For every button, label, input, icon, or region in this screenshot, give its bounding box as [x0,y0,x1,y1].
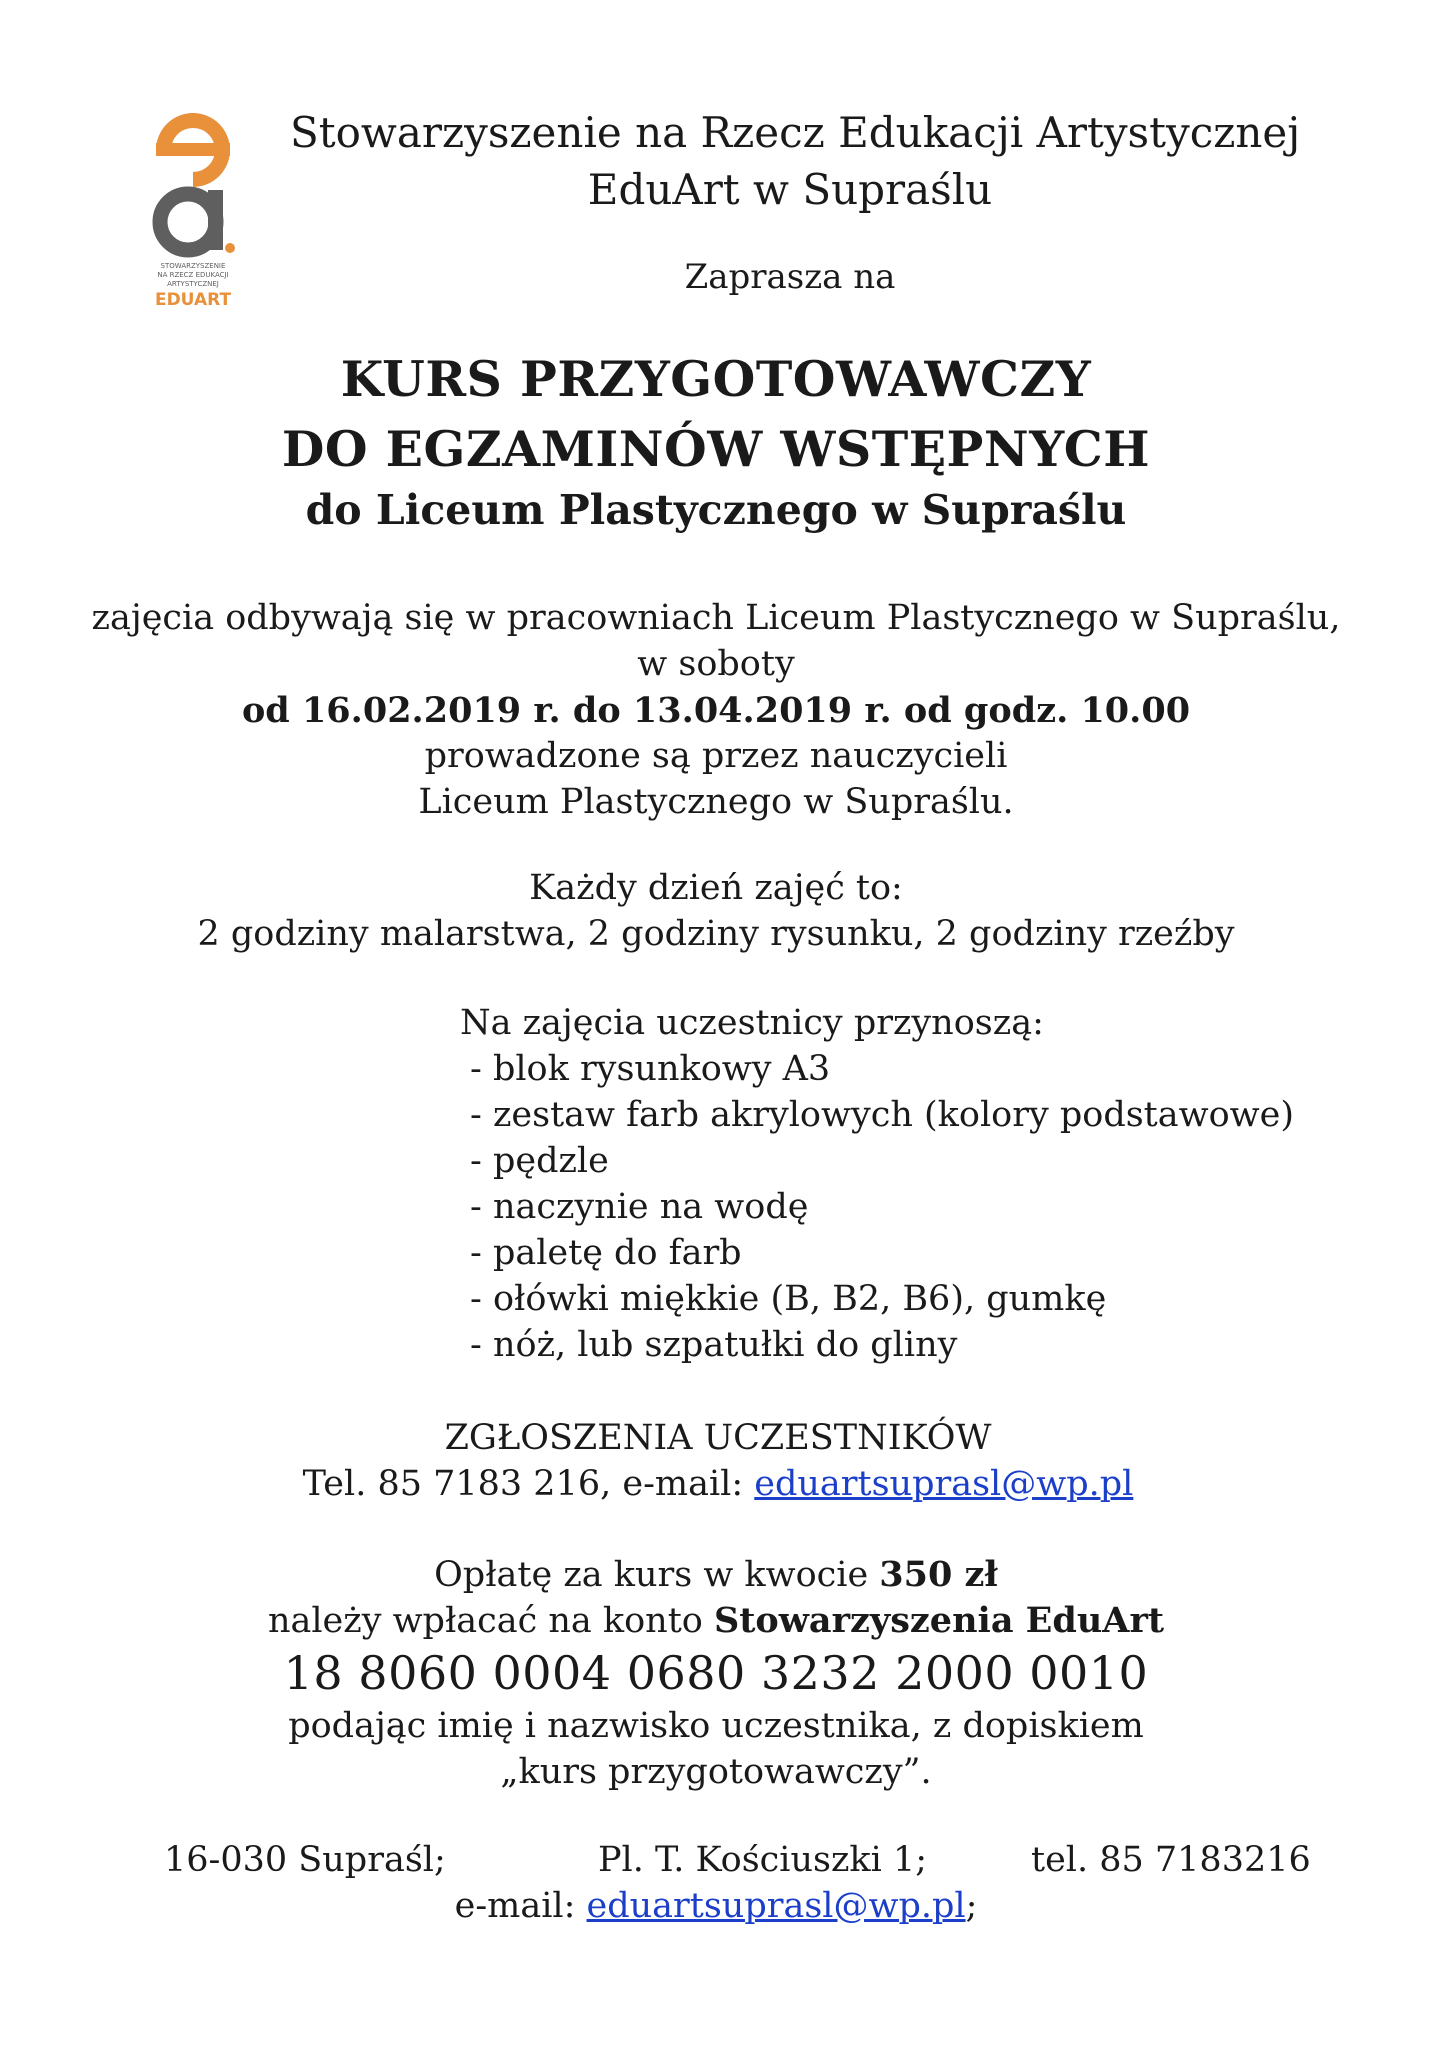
daily-heading: Każdy dzień zajęć to: [529,868,903,908]
supplies-item: - zestaw farb akrylowych (kolory podstawowe) [470,1095,1294,1135]
registration-phone: Tel. 85 7183 216, e-mail: [302,1464,755,1504]
logo-caption-line1: STOWARZYSZENIE [160,262,226,270]
payment-account-number: 18 8060 0004 0680 3232 2000 0010 [283,1646,1149,1700]
supplies-item: - paletę do farb [470,1233,742,1273]
payment-line2-text: należy wpłacać na konto [267,1601,714,1641]
footer-email-link[interactable]: eduartsuprasl@wp.pl [586,1886,966,1926]
footer-email-line [0,1886,1440,1926]
payment-amount: 350 zł [879,1554,998,1595]
registration-email-link[interactable]: eduartsuprasl@wp.pl [754,1464,1134,1504]
schedule-line1: zajęcia odbywają się w pracowniach Liceum Plastycznego w Supraślu, [91,598,1341,638]
supplies-list [460,1003,1294,1371]
supplies-item: - ołówki miękkie (B, B2, B6), gumkę [470,1279,1107,1319]
payment-line2 [0,1600,1440,1641]
course-subtitle: do Liceum Plastycznego w Supraślu [305,486,1127,534]
supplies-item: - naczynie na wodę [470,1187,809,1227]
supplies-item: - nóż, lub szpatułki do gliny [470,1325,958,1365]
supplies-heading: Na zajęcia uczestnicy przynoszą: [460,1003,1044,1043]
eduart-logo [148,108,238,318]
logo-brand: EDUART [154,290,232,310]
footer-street: Pl. T. Kościuszki 1; [598,1840,928,1880]
payment-line1 [0,1554,1440,1595]
supplies-item: - pędzle [470,1141,609,1181]
schedule-dates: od 16.02.2019 r. do 13.04.2019 r. od godz. 10.00 [241,690,1191,731]
footer-email-suffix: ; [965,1886,978,1926]
invites-text: Zaprasza na [684,257,896,297]
logo-caption-line2: NA RZECZ EDUKACJI [157,271,229,279]
footer-city: 16-030 Supraśl; [164,1840,446,1880]
course-title-line2: DO EGZAMINÓW WSTĘPNYCH [281,420,1151,478]
registration-heading: ZGŁOSZENIA UCZESTNIKÓW [444,1418,992,1458]
footer-phone: tel. 85 7183216 [1031,1840,1311,1880]
registration-contact [0,1464,1442,1504]
payment-line5: „kurs przygotowawczy”. [500,1752,932,1792]
org-name-line1: Stowarzyszenie na Rzecz Edukacji Artystycznej [290,108,1301,157]
org-name-line2: EduArt w Supraślu [587,165,993,214]
schedule-line2: w soboty [637,644,795,684]
payment-line4: podając imię i nazwisko uczestnika, z dopiskiem [288,1706,1144,1746]
payment-line1-text: Opłatę za kurs w kwocie [434,1555,880,1595]
supplies-item: - blok rysunkowy A3 [470,1049,831,1089]
schedule-line5: Liceum Plastycznego w Supraślu. [418,782,1014,822]
course-title-line1: KURS PRZYGOTOWAWCZY [340,350,1092,408]
schedule-line4: prowadzone są przez nauczycieli [424,736,1008,776]
eduart-logo-mark [148,108,238,258]
logo-caption-line3: ARTYSTYCZNEJ [167,280,219,288]
footer-email-prefix: e-mail: [454,1886,587,1926]
payment-account-name: Stowarzyszenia EduArt [713,1600,1165,1641]
daily-details: 2 godziny malarstwa, 2 godziny rysunku, 2 godziny rzeźby [197,914,1235,954]
